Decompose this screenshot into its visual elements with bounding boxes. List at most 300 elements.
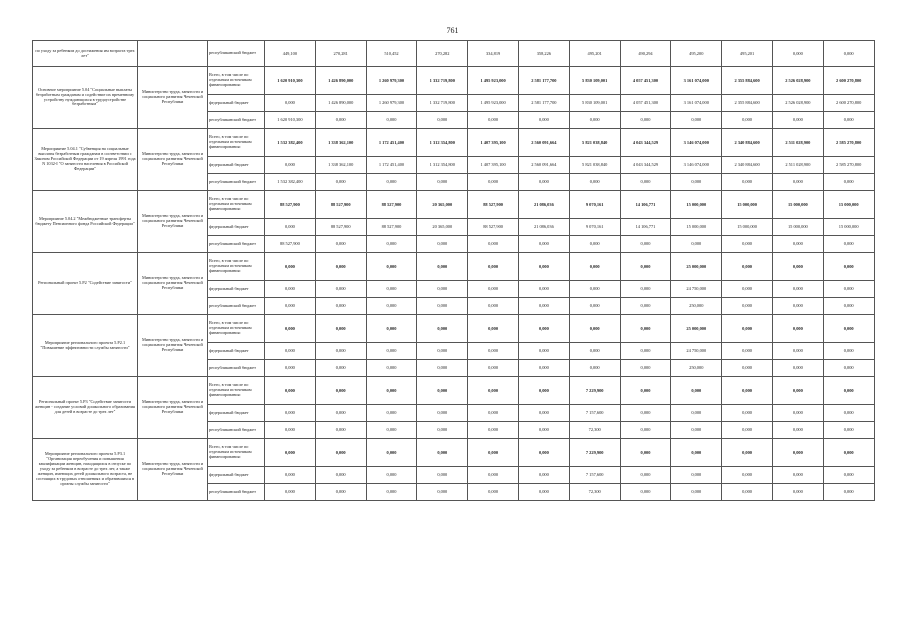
amount-cell: 0,000: [569, 236, 620, 253]
funding-source-cell: Всего, в том числе по отдельным источникам финансирования:: [208, 191, 265, 219]
amount-cell: 0,000: [620, 484, 671, 501]
amount-cell: 0,000: [518, 360, 569, 377]
amount-cell: 1 620 910,300: [265, 67, 316, 95]
amount-cell: 0,000: [366, 422, 417, 439]
amount-cell: 5 830 109,001: [569, 67, 620, 95]
amount-cell: 1 312 354,800: [417, 157, 468, 174]
activity-name-cell: Региональный проект 5.P3 "Содействие занятости женщин - создание условий дошкольного образования для детей в возрасте до трех лет": [33, 377, 138, 439]
amount-cell: 1 332 719,800: [417, 67, 468, 95]
amount-cell: 0,000: [823, 360, 874, 377]
amount-cell: 15 000,000: [772, 191, 823, 219]
amount-cell: 0,000: [772, 174, 823, 191]
table-row: [33, 191, 875, 219]
amount-cell: 1 532 382,400: [265, 174, 316, 191]
amount-cell: 72,300: [569, 484, 620, 501]
amount-cell: 0,000: [315, 377, 366, 405]
amount-cell: 0,000: [417, 360, 468, 377]
amount-cell: 1 172 451,400: [366, 129, 417, 157]
amount-cell: 21 086,036: [518, 191, 569, 219]
amount-cell: 0,000: [417, 236, 468, 253]
amount-cell: 24 750,000: [671, 281, 722, 298]
amount-cell: 0,000: [823, 343, 874, 360]
amount-cell: 0,000: [366, 112, 417, 129]
amount-cell: 1 407 395,100: [468, 129, 519, 157]
amount-cell: 0,000: [315, 315, 366, 343]
amount-cell: 0,000: [772, 281, 823, 298]
amount-cell: 0,000: [518, 405, 569, 422]
amount-cell: 0,000: [620, 360, 671, 377]
amount-cell: 0,000: [417, 467, 468, 484]
amount-cell: 0,000: [518, 315, 569, 343]
amount-cell: 2 600 270,800: [823, 67, 874, 95]
amount-cell: 0,000: [772, 467, 823, 484]
amount-cell: 0,000: [417, 377, 468, 405]
amount-cell: 15 000,000: [671, 191, 722, 219]
amount-cell: 0,000: [366, 343, 417, 360]
amount-cell: 72,300: [569, 422, 620, 439]
funding-source-cell: федеральный бюджет: [208, 467, 265, 484]
amount-cell: 0,000: [315, 253, 366, 281]
amount-cell: 3 161 074,000: [671, 95, 722, 112]
responsible-executor-cell: [138, 41, 208, 67]
amount-cell: 0,000: [620, 236, 671, 253]
amount-cell: 0,000: [366, 236, 417, 253]
amount-cell: 0,000: [518, 484, 569, 501]
amount-cell: 21 086,036: [518, 219, 569, 236]
funding-source-cell: федеральный бюджет: [208, 281, 265, 298]
table-row: [33, 67, 875, 95]
amount-cell: 7 157,600: [569, 467, 620, 484]
amount-cell: 0,000: [569, 253, 620, 281]
amount-cell: 3 161 074,000: [671, 67, 722, 95]
amount-cell: 2 560 091,664: [518, 129, 569, 157]
amount-cell: 0,000: [366, 360, 417, 377]
table-row: [33, 253, 875, 281]
amount-cell: 25 000,000: [671, 315, 722, 343]
amount-cell: 0,000: [468, 315, 519, 343]
amount-cell: 24 750,000: [671, 343, 722, 360]
amount-cell: 0,000: [417, 253, 468, 281]
table-row: [33, 315, 875, 343]
amount-cell: 1 495 923,000: [468, 67, 519, 95]
amount-cell: 0,000: [671, 236, 722, 253]
amount-cell: 0,000: [722, 360, 773, 377]
amount-cell: 1 495 923,000: [468, 95, 519, 112]
amount-cell: 2 585 270,800: [823, 129, 874, 157]
amount-cell: 0,000: [620, 112, 671, 129]
amount-cell: 0,000: [315, 298, 366, 315]
amount-cell: 0,000: [315, 281, 366, 298]
amount-cell: 0,000: [366, 439, 417, 467]
amount-cell: 0,000: [265, 253, 316, 281]
amount-cell: 0,000: [417, 484, 468, 501]
amount-cell: 0,000: [823, 112, 874, 129]
activity-name-cell: Мероприятие 5.04.1 "Субвенция на социальные выплаты безработным гражданам в соответствии с Законом Российской Федерации от 19 апреля 1991 года N 1032-I "О занятости населения в Российской Федерации": [33, 129, 138, 191]
amount-cell: 15 000,000: [722, 191, 773, 219]
amount-cell: 0,000: [518, 439, 569, 467]
amount-cell: 0,000: [468, 112, 519, 129]
amount-cell: 0,000: [772, 298, 823, 315]
amount-cell: 0,000: [772, 439, 823, 467]
amount-cell: 0,000: [722, 377, 773, 405]
amount-cell: 0,000: [823, 405, 874, 422]
activity-name-cell: Мероприятие регионального проекта 5.P3.1 "Организация переобучения и повышения квалификации женщин, находящихся в отпуске по уходу за ребенком в возрасте до трех лет, а также женщин, имеющих детей дошкольного возраста, не состоящих в трудовых отношениях и обратившихся в органы службы занятости": [33, 439, 138, 501]
amount-cell: 0,000: [265, 377, 316, 405]
amount-cell: 0,000: [265, 405, 316, 422]
amount-cell: 0,000: [417, 315, 468, 343]
amount-cell: 0,000: [620, 174, 671, 191]
amount-cell: 0,000: [620, 377, 671, 405]
amount-cell: 334,819: [468, 41, 519, 67]
amount-cell: 0,000: [366, 467, 417, 484]
amount-cell: 0,000: [366, 484, 417, 501]
amount-cell: 2 511 028,900: [772, 129, 823, 157]
amount-cell: 7 229,900: [569, 377, 620, 405]
amount-cell: 0,000: [468, 484, 519, 501]
responsible-executor-cell: Министерство труда, занятости и социального развития Чеченской Республики: [138, 191, 208, 253]
amount-cell: 20 365,000: [417, 219, 468, 236]
amount-cell: 1 338 362,100: [315, 129, 366, 157]
amount-cell: 1 532 382,400: [265, 129, 316, 157]
amount-cell: 0,000: [569, 360, 620, 377]
amount-cell: 4 057 451,300: [620, 67, 671, 95]
amount-cell: 1 172 451,400: [366, 157, 417, 174]
amount-cell: 88 527,900: [265, 236, 316, 253]
amount-cell: 0,000: [417, 422, 468, 439]
amount-cell: 0,000: [366, 298, 417, 315]
amount-cell: 0,000: [468, 253, 519, 281]
amount-cell: 88 527,900: [468, 219, 519, 236]
amount-cell: 0,000: [722, 174, 773, 191]
activity-name-cell: Региональный проект 5.P2 "Содействие занятости": [33, 253, 138, 315]
amount-cell: 7 229,900: [569, 439, 620, 467]
amount-cell: 1 426 890,000: [315, 95, 366, 112]
amount-cell: 0,000: [772, 343, 823, 360]
amount-cell: 2 355 884,600: [722, 67, 773, 95]
activity-name-cell: Мероприятие 5.04.2 "Межбюджетные трансферты бюджету Пенсионного фонда Российской Федерации": [33, 191, 138, 253]
amount-cell: 270,281: [315, 41, 366, 67]
amount-cell: 0,000: [620, 439, 671, 467]
amount-cell: 0,000: [518, 253, 569, 281]
activity-name-cell: Мероприятие регионального проекта 5.P2.1 "Повышение эффективности службы занятости": [33, 315, 138, 377]
amount-cell: 0,000: [620, 405, 671, 422]
amount-cell: 0,000: [265, 219, 316, 236]
amount-cell: 0,000: [265, 484, 316, 501]
amount-cell: 0,000: [722, 112, 773, 129]
responsible-executor-cell: Министерство труда, занятости и социального развития Чеченской Республики: [138, 315, 208, 377]
amount-cell: 0,000: [265, 157, 316, 174]
amount-cell: 250,000: [671, 298, 722, 315]
amount-cell: 1 407 395,100: [468, 157, 519, 174]
amount-cell: 0,000: [366, 281, 417, 298]
amount-cell: 2 355 884,600: [722, 95, 773, 112]
amount-cell: 0,000: [366, 405, 417, 422]
activity-name-cell: Основное мероприятие 5.04 "Социальные выплаты безработным гражданам и содействие их временному устройству нуждающихся в трудоустройстве безработным": [33, 67, 138, 129]
funding-source-cell: Всего, в том числе по отдельным источникам финансирования:: [208, 377, 265, 405]
amount-cell: 0,000: [265, 422, 316, 439]
amount-cell: 490,294: [620, 41, 671, 67]
funding-source-cell: Всего, в том числе по отдельным источникам финансирования:: [208, 439, 265, 467]
responsible-executor-cell: Министерство труда, занятости и социального развития Чеченской Республики: [138, 129, 208, 191]
amount-cell: 88 527,900: [366, 219, 417, 236]
amount-cell: 1 332 719,800: [417, 95, 468, 112]
funding-source-cell: Всего, в том числе по отдельным источникам финансирования:: [208, 129, 265, 157]
funding-source-cell: республиканский бюджет: [208, 360, 265, 377]
amount-cell: 0,000: [772, 236, 823, 253]
budget-table: [32, 40, 875, 501]
funding-source-cell: республиканский бюджет: [208, 236, 265, 253]
amount-cell: 0,000: [569, 343, 620, 360]
amount-cell: 4 057 451,300: [620, 95, 671, 112]
budget-table-body: [33, 41, 875, 501]
amount-cell: 1 620 910,300: [265, 112, 316, 129]
amount-cell: 0,000: [417, 298, 468, 315]
amount-cell: 9 070,161: [569, 219, 620, 236]
amount-cell: 0,000: [569, 281, 620, 298]
responsible-executor-cell: Министерство труда, занятости и социального развития Чеченской Республики: [138, 253, 208, 315]
amount-cell: 0,000: [518, 343, 569, 360]
amount-cell: 358,226: [518, 41, 569, 67]
amount-cell: 88 527,900: [315, 191, 366, 219]
amount-cell: 2 585 270,800: [823, 157, 874, 174]
funding-source-cell: Всего, в том числе по отдельным источникам финансирования:: [208, 67, 265, 95]
amount-cell: 0,000: [772, 377, 823, 405]
amount-cell: 0,000: [671, 439, 722, 467]
amount-cell: 270,282: [417, 41, 468, 67]
funding-source-cell: республиканский бюджет: [208, 422, 265, 439]
amount-cell: 0,000: [722, 298, 773, 315]
funding-source-cell: республиканский бюджет: [208, 112, 265, 129]
amount-cell: 2 581 177,700: [518, 95, 569, 112]
amount-cell: 0,000: [722, 281, 773, 298]
amount-cell: 15 000,000: [722, 219, 773, 236]
amount-cell: 0,000: [417, 343, 468, 360]
table-row: [33, 377, 875, 405]
amount-cell: 0,000: [265, 281, 316, 298]
amount-cell: 0,000: [468, 343, 519, 360]
amount-cell: 1 338 362,100: [315, 157, 366, 174]
amount-cell: 0,000: [823, 439, 874, 467]
amount-cell: 4 043 344,529: [620, 157, 671, 174]
amount-cell: 0,000: [569, 315, 620, 343]
amount-cell: 15 000,000: [823, 191, 874, 219]
amount-cell: 3 146 074,000: [671, 129, 722, 157]
amount-cell: 0,000: [468, 439, 519, 467]
amount-cell: 0,000: [518, 298, 569, 315]
amount-cell: 2 526 028,900: [772, 67, 823, 95]
amount-cell: 0,000: [620, 343, 671, 360]
responsible-executor-cell: Министерство труда, занятости и социального развития Чеченской Республики: [138, 377, 208, 439]
amount-cell: 0,000: [671, 484, 722, 501]
amount-cell: 9 070,161: [569, 191, 620, 219]
amount-cell: 14 106,771: [620, 219, 671, 236]
amount-cell: 0,000: [417, 112, 468, 129]
amount-cell: 0,000: [265, 298, 316, 315]
table-row: [33, 41, 875, 67]
amount-cell: 0,000: [823, 422, 874, 439]
amount-cell: 1 260 979,300: [366, 67, 417, 95]
responsible-executor-cell: Министерство труда, занятости и социального развития Чеченской Республики: [138, 67, 208, 129]
amount-cell: 0,000: [671, 112, 722, 129]
amount-cell: 7 157,600: [569, 405, 620, 422]
amount-cell: 0,000: [823, 298, 874, 315]
amount-cell: 0,000: [468, 174, 519, 191]
amount-cell: 0,000: [671, 405, 722, 422]
amount-cell: 0,000: [315, 236, 366, 253]
amount-cell: 0,000: [772, 484, 823, 501]
amount-cell: 0,000: [518, 281, 569, 298]
amount-cell: 20 365,000: [417, 191, 468, 219]
amount-cell: 0,000: [722, 422, 773, 439]
amount-cell: 0,000: [823, 236, 874, 253]
amount-cell: 0,000: [569, 298, 620, 315]
amount-cell: 0,000: [823, 467, 874, 484]
amount-cell: 1 312 354,800: [417, 129, 468, 157]
amount-cell: 0,000: [265, 315, 316, 343]
amount-cell: 0,000: [417, 174, 468, 191]
amount-cell: 0,000: [772, 253, 823, 281]
amount-cell: 0,000: [366, 315, 417, 343]
amount-cell: 0,000: [315, 484, 366, 501]
amount-cell: 0,000: [671, 467, 722, 484]
amount-cell: 449,100: [265, 41, 316, 67]
amount-cell: 0,000: [468, 360, 519, 377]
amount-cell: 0,000: [823, 41, 874, 67]
amount-cell: 250,000: [671, 360, 722, 377]
amount-cell: 15 000,000: [772, 219, 823, 236]
amount-cell: 2 526 028,900: [772, 95, 823, 112]
amount-cell: 0,000: [722, 405, 773, 422]
amount-cell: 0,000: [518, 174, 569, 191]
amount-cell: 0,000: [468, 281, 519, 298]
amount-cell: 2 581 177,700: [518, 67, 569, 95]
funding-source-cell: республиканский бюджет: [208, 174, 265, 191]
amount-cell: 0,000: [417, 281, 468, 298]
amount-cell: 495,201: [569, 41, 620, 67]
amount-cell: 0,000: [722, 236, 773, 253]
amount-cell: 25 000,000: [671, 253, 722, 281]
funding-source-cell: федеральный бюджет: [208, 405, 265, 422]
amount-cell: 88 527,900: [315, 219, 366, 236]
amount-cell: 0,000: [265, 95, 316, 112]
funding-source-cell: республиканский бюджет: [208, 298, 265, 315]
amount-cell: 88 527,900: [366, 191, 417, 219]
amount-cell: 0,000: [315, 467, 366, 484]
amount-cell: 510,452: [366, 41, 417, 67]
funding-source-cell: федеральный бюджет: [208, 343, 265, 360]
amount-cell: 0,000: [823, 484, 874, 501]
funding-source-cell: федеральный бюджет: [208, 157, 265, 174]
amount-cell: 0,000: [823, 315, 874, 343]
amount-cell: 0,000: [569, 174, 620, 191]
page-number: 761: [446, 26, 459, 35]
amount-cell: 88 527,900: [468, 191, 519, 219]
amount-cell: 0,000: [417, 439, 468, 467]
amount-cell: 0,000: [772, 112, 823, 129]
amount-cell: 0,000: [620, 281, 671, 298]
amount-cell: 88 527,900: [265, 191, 316, 219]
amount-cell: 0,000: [772, 422, 823, 439]
amount-cell: 0,000: [772, 360, 823, 377]
amount-cell: 0,000: [468, 405, 519, 422]
funding-source-cell: Всего, в том числе по отдельным источникам финансирования:: [208, 253, 265, 281]
amount-cell: 0,000: [772, 41, 823, 67]
amount-cell: 0,000: [417, 405, 468, 422]
amount-cell: 0,000: [315, 405, 366, 422]
amount-cell: 495,201: [722, 41, 773, 67]
amount-cell: 495,200: [671, 41, 722, 67]
amount-cell: 2 560 091,664: [518, 157, 569, 174]
funding-source-cell: федеральный бюджет: [208, 219, 265, 236]
amount-cell: 0,000: [823, 281, 874, 298]
amount-cell: 0,000: [265, 439, 316, 467]
amount-cell: 0,000: [722, 467, 773, 484]
amount-cell: 0,000: [823, 377, 874, 405]
amount-cell: 0,000: [620, 422, 671, 439]
amount-cell: 2 511 028,900: [772, 157, 823, 174]
amount-cell: 5 821 038,840: [569, 157, 620, 174]
amount-cell: 0,000: [468, 236, 519, 253]
amount-cell: 0,000: [823, 253, 874, 281]
amount-cell: 0,000: [518, 377, 569, 405]
funding-source-cell: федеральный бюджет: [208, 95, 265, 112]
amount-cell: 0,000: [366, 377, 417, 405]
amount-cell: 0,000: [722, 253, 773, 281]
amount-cell: 5 821 038,840: [569, 129, 620, 157]
amount-cell: 0,000: [265, 467, 316, 484]
funding-source-cell: республиканский бюджет: [208, 41, 265, 67]
amount-cell: 1 260 979,300: [366, 95, 417, 112]
amount-cell: 0,000: [722, 439, 773, 467]
amount-cell: 0,000: [366, 253, 417, 281]
amount-cell: 0,000: [772, 315, 823, 343]
amount-cell: 0,000: [468, 377, 519, 405]
amount-cell: 0,000: [468, 298, 519, 315]
amount-cell: 0,000: [772, 405, 823, 422]
amount-cell: 0,000: [671, 422, 722, 439]
amount-cell: 0,000: [518, 422, 569, 439]
amount-cell: 0,000: [620, 253, 671, 281]
amount-cell: 0,000: [265, 360, 316, 377]
amount-cell: 0,000: [569, 112, 620, 129]
amount-cell: 15 000,000: [823, 219, 874, 236]
amount-cell: 0,000: [366, 174, 417, 191]
amount-cell: 0,000: [315, 422, 366, 439]
amount-cell: 0,000: [518, 236, 569, 253]
amount-cell: 1 426 890,000: [315, 67, 366, 95]
amount-cell: 0,000: [315, 343, 366, 360]
table-row: [33, 129, 875, 157]
amount-cell: 3 146 074,000: [671, 157, 722, 174]
amount-cell: 0,000: [315, 112, 366, 129]
amount-cell: 2 340 884,600: [722, 129, 773, 157]
amount-cell: 14 106,771: [620, 191, 671, 219]
amount-cell: 5 830 109,001: [569, 95, 620, 112]
amount-cell: 2 600 270,800: [823, 95, 874, 112]
activity-name-cell: по уходу за ребенком до достижения им возраста трех лет": [33, 41, 138, 67]
amount-cell: 0,000: [671, 174, 722, 191]
amount-cell: 0,000: [620, 467, 671, 484]
amount-cell: 0,000: [722, 315, 773, 343]
amount-cell: 0,000: [315, 439, 366, 467]
amount-cell: 0,000: [315, 174, 366, 191]
amount-cell: 0,000: [620, 298, 671, 315]
amount-cell: 0,000: [620, 315, 671, 343]
amount-cell: 0,000: [468, 422, 519, 439]
amount-cell: 0,000: [722, 343, 773, 360]
amount-cell: 0,000: [671, 377, 722, 405]
amount-cell: 0,000: [722, 484, 773, 501]
